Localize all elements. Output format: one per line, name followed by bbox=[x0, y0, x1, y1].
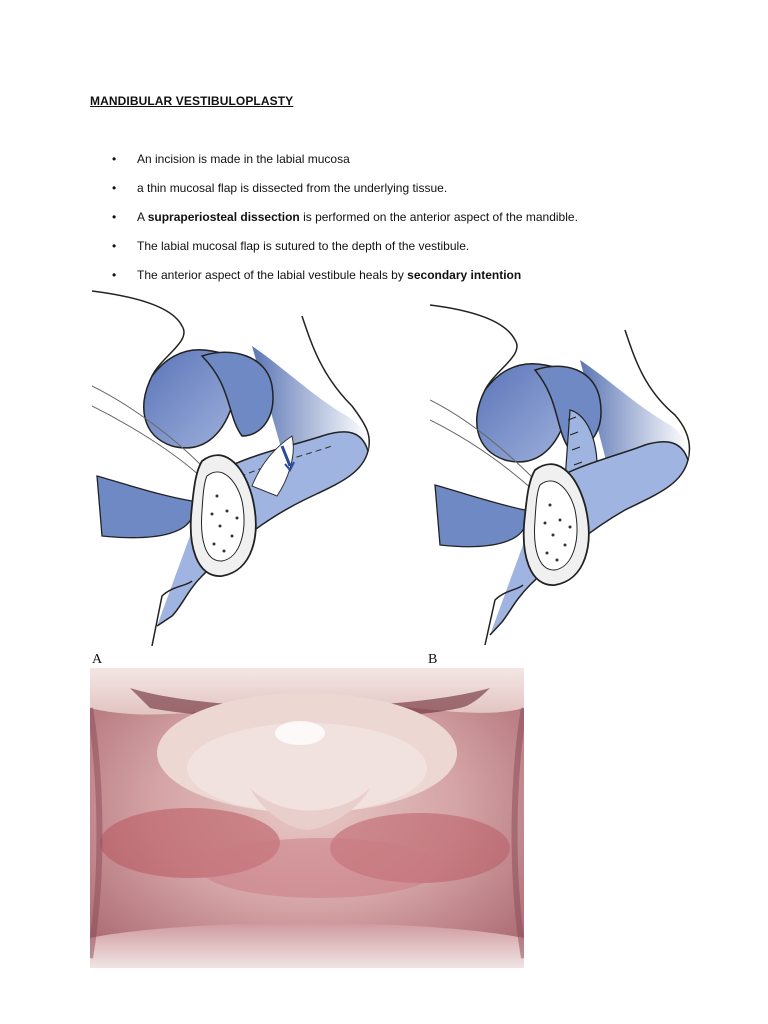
bullet-text-part: The labial mucosal flap is sutured to the depth of the vestibule. bbox=[137, 239, 470, 253]
bullet-text-part: a thin mucosal flap is dissected from the underlying tissue. bbox=[137, 181, 448, 195]
figure-label-a: A bbox=[92, 652, 103, 667]
bullet-text bbox=[137, 181, 447, 195]
bullet-glyph: • bbox=[112, 268, 117, 282]
illustration-a bbox=[92, 286, 392, 646]
bullet-text bbox=[137, 268, 521, 282]
bullet-glyph: • bbox=[112, 210, 117, 224]
bullet-text bbox=[137, 239, 469, 253]
bullet-text-bold: secondary intention bbox=[407, 268, 522, 282]
illustration-b bbox=[430, 300, 710, 645]
figure-label-b: B bbox=[428, 652, 438, 667]
bullet-text-part: A bbox=[137, 210, 148, 224]
bullet-glyph: • bbox=[112, 152, 117, 166]
page-title: MANDIBULAR VESTIBULOPLASTY bbox=[90, 94, 294, 108]
bullet-text bbox=[137, 210, 578, 224]
bullet-text-part: An incision is made in the labial mucosa bbox=[137, 152, 350, 166]
clinical-photo-image bbox=[90, 668, 524, 968]
clinical-photo bbox=[90, 668, 524, 968]
bullet-text-part: is performed on the anterior aspect of the mandible. bbox=[299, 210, 578, 224]
bullet-text bbox=[137, 152, 350, 166]
bullet-glyph: • bbox=[112, 239, 117, 253]
bullet-text-part: The anterior aspect of the labial vestibule heals by bbox=[137, 268, 408, 282]
bullet-glyph: • bbox=[112, 181, 117, 195]
bullet-text-bold: supraperiosteal dissection bbox=[147, 210, 300, 224]
